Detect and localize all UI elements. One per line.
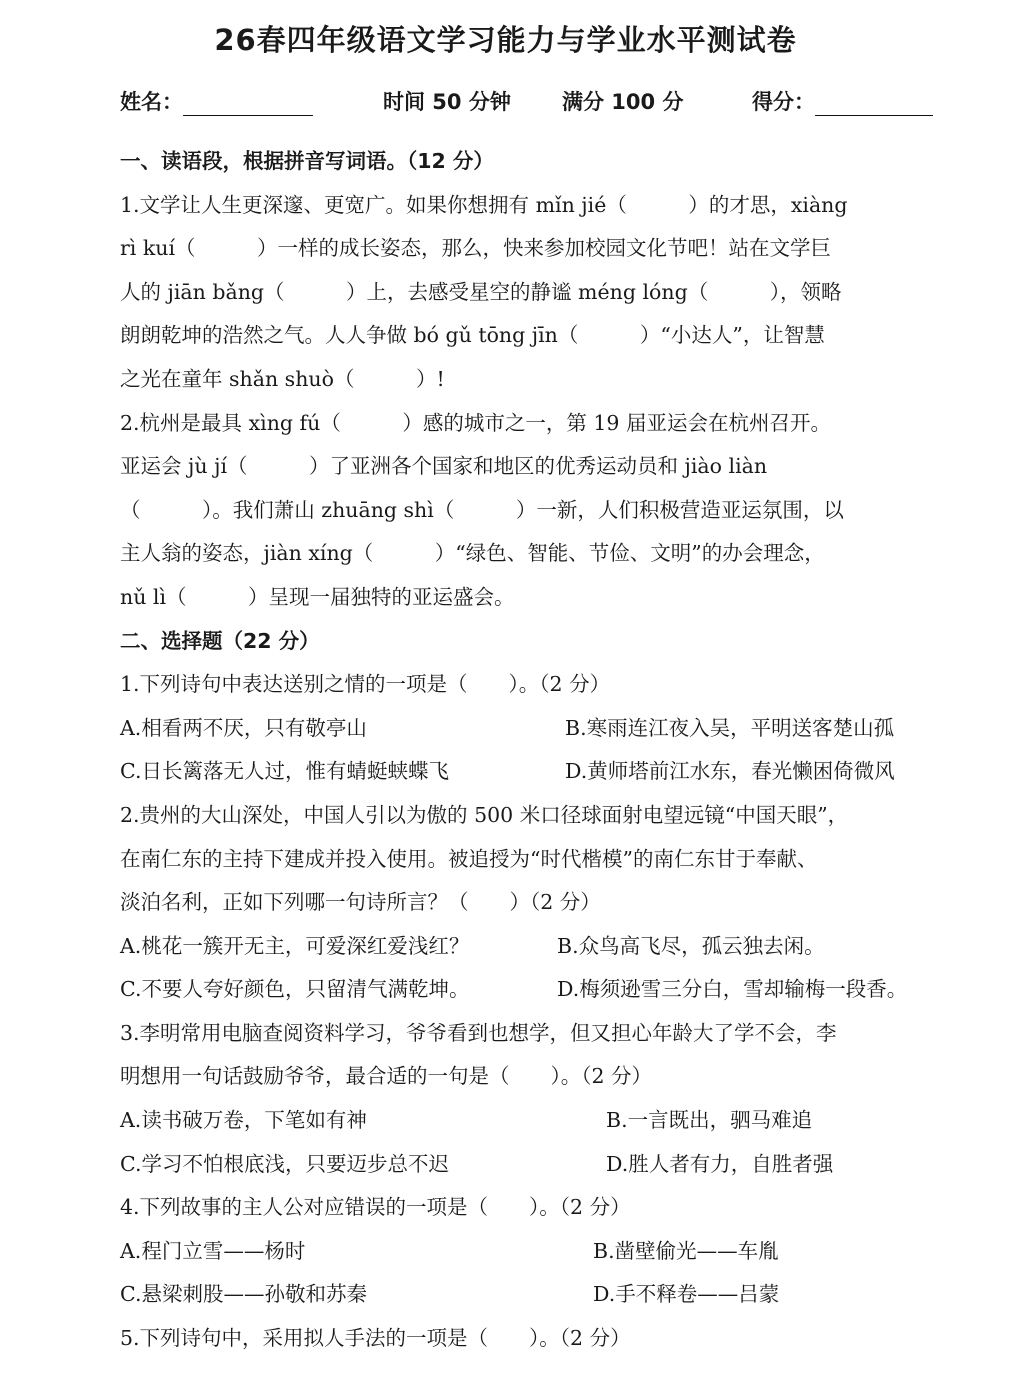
question-4-options-cd [120,1273,945,1317]
section-1-line: 主人翁的姿态，jiàn xíng（ ）“绿色、智能、节俭、文明”的办会理念， [120,541,825,566]
question-3-stem: 3.李明常用电脑查阅资料学习，爷爷看到也想学，但又担心年龄大了学不会，李 [120,1020,837,1045]
question-4-options-ab [120,1230,945,1274]
student-info-row [0,86,1011,122]
question-1-options-cd [120,750,945,794]
name-label: 姓名： [120,90,183,114]
exam-content [120,140,945,1361]
section-1-line: 亚运会 jù jí（ ）了亚洲各个国家和地区的优秀运动员和 jiào liàn [120,454,768,479]
q1-option-d: D.黄师塔前江水东，春光懒困倚微风 [565,759,895,784]
section-1-line: 1.文学让人生更深邃、更宽广。如果你想拥有 mǐn jié（ ）的才思，xiàng [120,192,848,217]
q3-option-c: C.学习不怕根底浅，只要迈步总不迟 [120,1151,449,1176]
q3-option-d: D.胜人者有力，自胜者强 [606,1151,834,1176]
question-2-options-cd [120,968,945,1012]
question-3-stem: 明想用一句话鼓励爷爷，最合适的一句是（ ）。（2 分） [120,1064,653,1089]
q4-option-d: D.手不释卷——吕蒙 [593,1282,780,1307]
time-label: 时间 50 分钟 [383,90,511,114]
q3-option-a: A.读书破万卷，下笔如有神 [120,1108,367,1133]
question-2-options-ab [120,925,945,969]
score-field [752,86,933,116]
q4-option-b: B.凿壁偷光——车胤 [593,1238,779,1263]
section-1-line: 人的 jiān bǎng（ ）上，去感受星空的静谧 méng lóng（ ），领略 [120,279,842,304]
score-blank [815,91,933,116]
question-4-stem: 4.下列故事的主人公对应错误的一项是（ ）。（2 分） [120,1195,631,1220]
q4-option-a: A.程门立雪——杨时 [120,1238,306,1263]
section-1-line: 之光在童年 shǎn shuò（ ）! [120,366,445,391]
q2-option-b: B.众鸟高飞尽，孤云独去闲。 [557,933,825,958]
page-title: 26春四年级语文学习能力与学业水平测试卷 [214,23,797,57]
question-2-stem: 在南仁东的主持下建成并投入使用。被追授为“时代楷模”的南仁东甘于奉献、 [120,846,818,871]
question-2-stem: 淡泊名利，正如下列哪一句诗所言？（ ）（2 分） [120,890,601,915]
q1-option-a: A.相看两不厌，只有敬亭山 [120,715,367,740]
section-1-line: rì kuí（ ）一样的成长姿态，那么，快来参加校园文化节吧！站在文学巨 [120,236,832,261]
q1-option-c: C.日长篱落无人过，惟有蜻蜓蛱蝶飞 [120,759,449,784]
question-3-options-ab [120,1099,945,1143]
section-1-line: 2.杭州是最具 xìng fú（ ）感的城市之一，第 19 届亚运会在杭州召开。 [120,410,831,435]
question-5-stem: 5.下列诗句中，采用拟人手法的一项是（ ）。（2 分） [120,1326,631,1351]
question-2-stem: 2.贵州的大山深处，中国人引以为傲的 500 米口径球面射电望远镜“中国天眼”， [120,802,849,827]
question-1-stem: 1.下列诗句中表达送别之情的一项是（ ）。（2 分） [120,672,611,697]
section-1-heading: 一、读语段，根据拼音写词语。（12 分） [120,149,494,173]
section-1-line: nǔ lì（ ）呈现一届独特的亚运盛会。 [120,584,515,609]
q4-option-c: C.悬梁刺股——孙敬和苏秦 [120,1282,367,1307]
q2-option-d: D.梅须逊雪三分白，雪却输梅一段香。 [557,977,908,1002]
q2-option-c: C.不要人夸好颜色，只留清气满乾坤。 [120,977,470,1002]
question-1-options-ab [120,707,945,751]
name-blank [183,91,313,116]
full-score-label: 满分 100 分 [562,90,684,114]
q2-option-a: A.桃花一簇开无主，可爱深红爱浅红？ [120,933,470,958]
section-1-line: （ ）。我们萧山 zhuāng shì（ ）一新，人们积极营造亚运氛围，以 [120,497,844,522]
score-label: 得分： [752,90,815,114]
name-field [120,86,313,116]
question-3-options-cd [120,1143,945,1187]
section-2-heading: 二、选择题（22 分） [120,628,320,653]
section-1-line: 朗朗乾坤的浩然之气。人人争做 bó gǔ tōng jīn（ ）“小达人”，让智慧 [120,323,825,348]
q1-option-b: B.寒雨连江夜入吴，平明送客楚山孤 [565,715,895,740]
q3-option-b: B.一言既出，驷马难追 [606,1108,813,1133]
